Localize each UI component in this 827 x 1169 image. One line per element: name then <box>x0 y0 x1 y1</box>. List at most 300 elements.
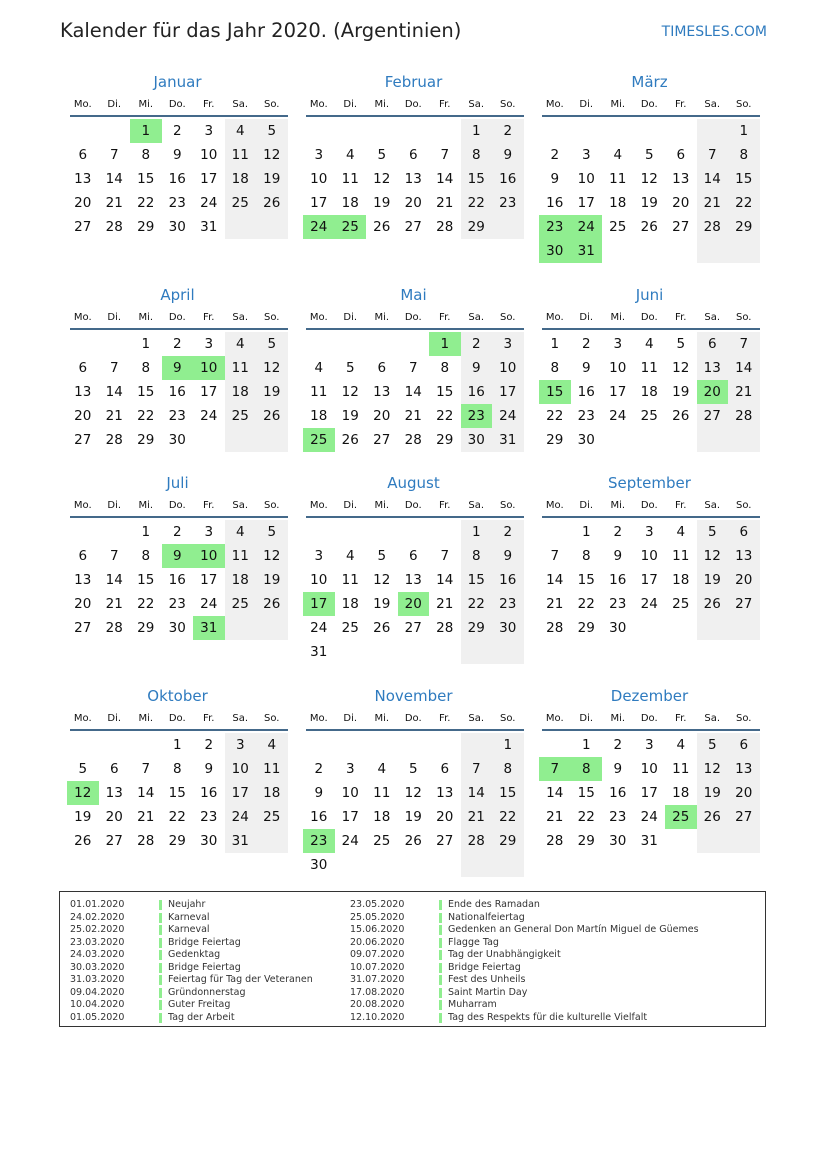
holiday-name: Tag der Arbeit <box>168 1011 235 1023</box>
holiday-cell: 9 <box>162 356 194 380</box>
day-cell: 2 <box>461 332 493 356</box>
empty-cell <box>67 332 99 356</box>
weekday-label: Mi. <box>138 98 154 110</box>
day-cell: 6 <box>676 147 686 163</box>
holiday-cell: 12 <box>67 781 99 805</box>
holiday-date: 30.03.2020 <box>70 961 125 973</box>
day-cell: 14 <box>404 384 422 400</box>
day-cell: 24 <box>341 833 359 849</box>
day-cell: 25 <box>609 219 627 235</box>
day-cell: 2 <box>172 123 182 139</box>
month-1 <box>67 71 288 239</box>
day-cell: 16 <box>310 809 328 825</box>
day-cell: 5 <box>256 119 288 143</box>
day-cell: 17 <box>200 171 218 187</box>
day-cell: 18 <box>672 785 690 801</box>
empty-cell <box>665 616 697 640</box>
day-cell: 13 <box>728 757 760 781</box>
day-cell: 31 <box>225 829 257 853</box>
day-cell: 14 <box>461 781 493 805</box>
holiday-name: Neujahr <box>168 899 206 910</box>
month-name: April <box>160 286 195 304</box>
empty-cell <box>602 428 634 452</box>
holiday-date: 12.10.2020 <box>350 1011 405 1023</box>
header-divider <box>542 729 760 731</box>
weekday-header <box>539 93 760 115</box>
day-cell: 2 <box>172 336 182 352</box>
weekday-label: Sa. <box>468 311 485 323</box>
day-cell: 4 <box>314 360 324 376</box>
empty-cell <box>492 853 524 877</box>
day-cell: 9 <box>314 785 324 801</box>
day-cell: 18 <box>640 384 658 400</box>
holiday-marker <box>159 988 162 998</box>
weekday-label: Mo. <box>73 499 92 511</box>
weekday-label: Di. <box>579 499 594 511</box>
day-cell: 3 <box>492 332 524 356</box>
weekday-label: Mi. <box>374 712 390 724</box>
holiday-marker <box>439 1000 442 1010</box>
day-grid <box>303 733 524 877</box>
day-cell: 19 <box>74 809 92 825</box>
holiday-name: Nationalfeiertag <box>448 911 525 923</box>
holiday-cell: 10 <box>193 544 225 568</box>
day-cell: 1 <box>581 524 591 540</box>
day-cell: 14 <box>105 572 123 588</box>
holiday-cell: 30 <box>539 239 571 263</box>
day-cell: 28 <box>436 620 454 636</box>
empty-cell <box>492 215 524 239</box>
day-cell: 27 <box>728 592 760 616</box>
holiday-cell: 24 <box>303 215 335 239</box>
day-cell: 23 <box>168 408 186 424</box>
day-cell: 29 <box>137 219 155 235</box>
day-cell: 23 <box>492 191 524 215</box>
weekday-label: Do. <box>168 499 186 511</box>
day-cell: 3 <box>225 733 257 757</box>
day-grid <box>303 332 524 452</box>
day-cell: 14 <box>105 384 123 400</box>
day-cell: 16 <box>609 572 627 588</box>
day-cell: 23 <box>168 596 186 612</box>
day-cell: 22 <box>137 195 155 211</box>
day-cell: 19 <box>373 195 391 211</box>
month-8 <box>303 472 524 664</box>
day-cell: 15 <box>137 171 155 187</box>
day-cell: 22 <box>577 596 595 612</box>
holiday-marker <box>159 1000 162 1010</box>
day-cell: 30 <box>200 833 218 849</box>
day-cell: 3 <box>581 147 591 163</box>
day-cell: 28 <box>436 219 454 235</box>
day-cell: 6 <box>408 548 418 564</box>
day-cell: 20 <box>436 809 454 825</box>
weekday-label: Mo. <box>545 499 564 511</box>
day-cell: 6 <box>377 360 387 376</box>
day-cell: 2 <box>613 524 623 540</box>
day-cell: 21 <box>697 191 729 215</box>
holiday-name: Tag des Respekts für die kulturelle Vielfalt <box>448 1011 648 1023</box>
day-cell: 30 <box>461 428 493 452</box>
empty-cell <box>366 119 398 143</box>
day-cell: 28 <box>461 829 493 853</box>
weekday-label: Sa. <box>704 98 721 110</box>
day-cell: 27 <box>74 620 92 636</box>
day-cell: 13 <box>74 572 92 588</box>
header-divider <box>306 516 524 518</box>
day-cell: 2 <box>581 336 591 352</box>
empty-cell <box>225 215 257 239</box>
empty-cell <box>697 428 729 452</box>
holiday-name: Bridge Feiertag <box>168 936 241 948</box>
day-grid <box>303 119 524 239</box>
holiday-cell: 1 <box>130 119 162 143</box>
day-cell: 27 <box>672 219 690 235</box>
day-cell: 29 <box>137 620 155 636</box>
day-cell: 27 <box>74 432 92 448</box>
empty-cell <box>303 332 335 356</box>
holiday-date: 25.05.2020 <box>350 911 405 923</box>
holiday-cell: 20 <box>697 380 729 404</box>
day-cell: 18 <box>225 167 257 191</box>
day-cell: 20 <box>728 568 760 592</box>
day-cell: 20 <box>373 408 391 424</box>
holiday-marker <box>439 900 442 910</box>
day-cell: 27 <box>436 833 454 849</box>
day-cell: 6 <box>728 520 760 544</box>
day-cell: 10 <box>640 761 658 777</box>
day-cell: 17 <box>640 572 658 588</box>
day-cell: 11 <box>225 143 257 167</box>
header-divider <box>542 328 760 330</box>
day-cell: 3 <box>644 737 654 753</box>
day-cell: 6 <box>728 733 760 757</box>
day-cell: 27 <box>373 432 391 448</box>
day-cell: 26 <box>640 219 658 235</box>
holiday-cell: 9 <box>162 544 194 568</box>
day-cell: 17 <box>225 781 257 805</box>
header-divider <box>542 115 760 117</box>
day-cell: 11 <box>225 356 257 380</box>
empty-cell <box>697 119 729 143</box>
weekday-label: Sa. <box>704 712 721 724</box>
day-cell: 17 <box>640 785 658 801</box>
day-cell: 18 <box>341 195 359 211</box>
weekday-label: Sa. <box>232 98 249 110</box>
day-cell: 20 <box>105 809 123 825</box>
header-divider <box>306 729 524 731</box>
day-cell: 6 <box>109 761 119 777</box>
holiday-date: 01.05.2020 <box>70 1011 125 1023</box>
day-cell: 12 <box>256 544 288 568</box>
weekday-label: Mo. <box>73 311 92 323</box>
month-11 <box>303 685 524 877</box>
month-9 <box>539 472 760 640</box>
day-cell: 26 <box>404 833 422 849</box>
day-cell: 9 <box>492 544 524 568</box>
day-cell: 9 <box>550 171 560 187</box>
day-cell: 25 <box>225 191 257 215</box>
weekday-label: Fr. <box>675 311 687 323</box>
month-name: März <box>631 73 668 91</box>
empty-cell <box>571 119 603 143</box>
empty-cell <box>697 829 729 853</box>
day-cell: 15 <box>461 568 493 592</box>
day-cell: 21 <box>728 380 760 404</box>
day-cell: 11 <box>225 544 257 568</box>
empty-cell <box>335 640 367 664</box>
day-cell: 8 <box>141 147 151 163</box>
day-cell: 15 <box>436 384 454 400</box>
empty-cell <box>665 119 697 143</box>
day-cell: 15 <box>728 167 760 191</box>
day-cell: 25 <box>225 592 257 616</box>
weekday-label: Mi. <box>138 712 154 724</box>
day-cell: 22 <box>137 408 155 424</box>
weekday-label: Sa. <box>468 98 485 110</box>
day-cell: 24 <box>200 195 218 211</box>
month-name: Mai <box>400 286 427 304</box>
day-cell: 22 <box>168 809 186 825</box>
day-cell: 5 <box>644 147 654 163</box>
weekday-label: So. <box>264 499 280 511</box>
empty-cell <box>602 119 634 143</box>
holiday-name: Feiertag für Tag der Veteranen <box>168 974 313 985</box>
day-cell: 28 <box>697 215 729 239</box>
holiday-marker <box>159 913 162 923</box>
empty-cell <box>461 640 493 664</box>
day-cell: 13 <box>105 785 123 801</box>
holiday-marker <box>159 938 162 948</box>
weekday-label: Fr. <box>203 499 215 511</box>
day-cell: 21 <box>105 596 123 612</box>
holiday-marker <box>439 963 442 973</box>
empty-cell <box>398 119 430 143</box>
holiday-name: Karneval <box>168 911 210 923</box>
day-cell: 5 <box>256 520 288 544</box>
weekday-label: Mi. <box>610 311 626 323</box>
day-cell: 17 <box>200 572 218 588</box>
day-cell: 26 <box>373 620 391 636</box>
day-cell: 21 <box>436 195 454 211</box>
day-cell: 7 <box>109 360 119 376</box>
day-cell: 20 <box>74 195 92 211</box>
day-cell: 10 <box>225 757 257 781</box>
empty-cell <box>99 119 131 143</box>
day-cell: 8 <box>728 143 760 167</box>
empty-cell <box>634 239 666 263</box>
day-cell: 16 <box>609 785 627 801</box>
weekday-header <box>539 306 760 328</box>
empty-cell <box>429 119 461 143</box>
empty-cell <box>398 332 430 356</box>
empty-cell <box>665 428 697 452</box>
day-cell: 19 <box>256 568 288 592</box>
day-cell: 1 <box>581 737 591 753</box>
day-cell: 10 <box>609 360 627 376</box>
empty-cell <box>67 520 99 544</box>
weekday-header <box>67 707 288 729</box>
empty-cell <box>665 239 697 263</box>
weekday-label: Di. <box>343 499 358 511</box>
holiday-date: 20.08.2020 <box>350 999 405 1010</box>
day-cell: 6 <box>78 548 88 564</box>
day-cell: 30 <box>577 432 595 448</box>
day-cell: 4 <box>345 548 355 564</box>
holiday-date: 09.07.2020 <box>350 949 405 960</box>
weekday-label: Sa. <box>704 499 721 511</box>
day-cell: 25 <box>256 805 288 829</box>
day-cell: 16 <box>577 384 595 400</box>
day-cell: 8 <box>141 360 151 376</box>
day-cell: 12 <box>672 360 690 376</box>
empty-cell <box>335 332 367 356</box>
day-cell: 30 <box>168 432 186 448</box>
day-cell: 19 <box>341 408 359 424</box>
empty-cell <box>429 733 461 757</box>
day-cell: 24 <box>310 620 328 636</box>
empty-cell <box>429 640 461 664</box>
weekday-label: Di. <box>579 712 594 724</box>
day-cell: 9 <box>204 761 214 777</box>
holiday-marker <box>159 1013 162 1023</box>
holiday-name: Tag der Unabhängigkeit <box>448 949 561 960</box>
holiday-cell: 23 <box>539 215 571 239</box>
day-cell: 1 <box>728 119 760 143</box>
weekday-header <box>539 707 760 729</box>
weekday-label: Do. <box>640 499 658 511</box>
day-cell: 24 <box>225 805 257 829</box>
holiday-date: 10.04.2020 <box>70 999 125 1010</box>
day-cell: 30 <box>492 616 524 640</box>
day-cell: 30 <box>168 219 186 235</box>
weekday-label: Mi. <box>374 98 390 110</box>
weekday-header <box>303 707 524 729</box>
day-cell: 14 <box>436 171 454 187</box>
weekday-label: Do. <box>640 98 658 110</box>
holiday-cell: 25 <box>665 805 697 829</box>
day-cell: 26 <box>74 833 92 849</box>
day-cell: 31 <box>200 219 218 235</box>
holiday-cell: 31 <box>571 239 603 263</box>
holiday-name: Karneval <box>168 924 210 935</box>
holiday-marker <box>439 975 442 985</box>
month-name: Juli <box>166 474 189 492</box>
weekday-label: Do. <box>640 712 658 724</box>
weekday-label: Mi. <box>610 98 626 110</box>
weekday-label: So. <box>736 98 752 110</box>
weekday-label: Di. <box>107 311 122 323</box>
empty-cell <box>602 239 634 263</box>
day-cell: 18 <box>373 809 391 825</box>
day-cell: 3 <box>613 336 623 352</box>
day-cell: 19 <box>404 809 422 825</box>
day-cell: 21 <box>105 195 123 211</box>
day-cell: 5 <box>697 733 729 757</box>
day-cell: 6 <box>408 147 418 163</box>
day-cell: 3 <box>204 336 214 352</box>
empty-cell <box>539 119 571 143</box>
empty-cell <box>335 853 367 877</box>
empty-cell <box>99 520 131 544</box>
day-cell: 11 <box>672 761 690 777</box>
day-cell: 19 <box>697 568 729 592</box>
holiday-name: Flagge Tag <box>448 936 499 948</box>
weekday-label: Di. <box>107 712 122 724</box>
weekday-header <box>67 93 288 115</box>
weekday-header <box>539 494 760 516</box>
day-cell: 12 <box>373 171 391 187</box>
day-cell: 24 <box>200 596 218 612</box>
weekday-label: Di. <box>343 98 358 110</box>
day-cell: 10 <box>492 356 524 380</box>
day-cell: 27 <box>404 219 422 235</box>
day-cell: 3 <box>345 761 355 777</box>
day-cell: 6 <box>78 360 88 376</box>
weekday-label: Mo. <box>309 98 328 110</box>
day-cell: 17 <box>341 809 359 825</box>
day-cell: 13 <box>74 171 92 187</box>
day-cell: 9 <box>613 761 623 777</box>
day-cell: 27 <box>728 805 760 829</box>
holiday-cell: 25 <box>335 215 367 239</box>
weekday-label: Fr. <box>439 98 451 110</box>
day-cell: 3 <box>204 524 214 540</box>
empty-cell <box>728 428 760 452</box>
day-cell: 4 <box>613 147 623 163</box>
day-cell: 29 <box>436 432 454 448</box>
day-cell: 18 <box>672 572 690 588</box>
day-cell: 19 <box>672 384 690 400</box>
day-cell: 19 <box>640 195 658 211</box>
day-cell: 27 <box>404 620 422 636</box>
empty-cell <box>398 640 430 664</box>
weekday-label: Mi. <box>374 499 390 511</box>
holiday-date: 24.03.2020 <box>70 949 125 960</box>
weekday-label: Di. <box>107 499 122 511</box>
day-cell: 8 <box>461 143 493 167</box>
day-cell: 7 <box>141 761 151 777</box>
day-cell: 28 <box>546 833 564 849</box>
day-cell: 20 <box>404 195 422 211</box>
day-cell: 29 <box>577 833 595 849</box>
day-cell: 31 <box>640 833 658 849</box>
day-grid <box>67 733 288 853</box>
day-cell: 21 <box>546 596 564 612</box>
site-link[interactable]: TIMESLES.COM <box>661 24 767 40</box>
day-cell: 11 <box>256 757 288 781</box>
weekday-header <box>67 306 288 328</box>
holiday-date: 20.06.2020 <box>350 936 405 948</box>
weekday-label: Do. <box>404 311 422 323</box>
day-cell: 9 <box>613 548 623 564</box>
empty-cell <box>697 239 729 263</box>
weekday-header <box>303 306 524 328</box>
day-cell: 29 <box>137 432 155 448</box>
day-cell: 5 <box>408 761 418 777</box>
day-cell: 7 <box>697 143 729 167</box>
day-cell: 1 <box>550 336 560 352</box>
day-cell: 24 <box>492 404 524 428</box>
weekday-label: Mi. <box>138 311 154 323</box>
day-cell: 16 <box>546 195 564 211</box>
empty-cell <box>634 119 666 143</box>
header-divider <box>70 328 288 330</box>
month-5 <box>303 284 524 452</box>
empty-cell <box>429 520 461 544</box>
day-cell: 8 <box>461 544 493 568</box>
day-cell: 22 <box>436 408 454 424</box>
